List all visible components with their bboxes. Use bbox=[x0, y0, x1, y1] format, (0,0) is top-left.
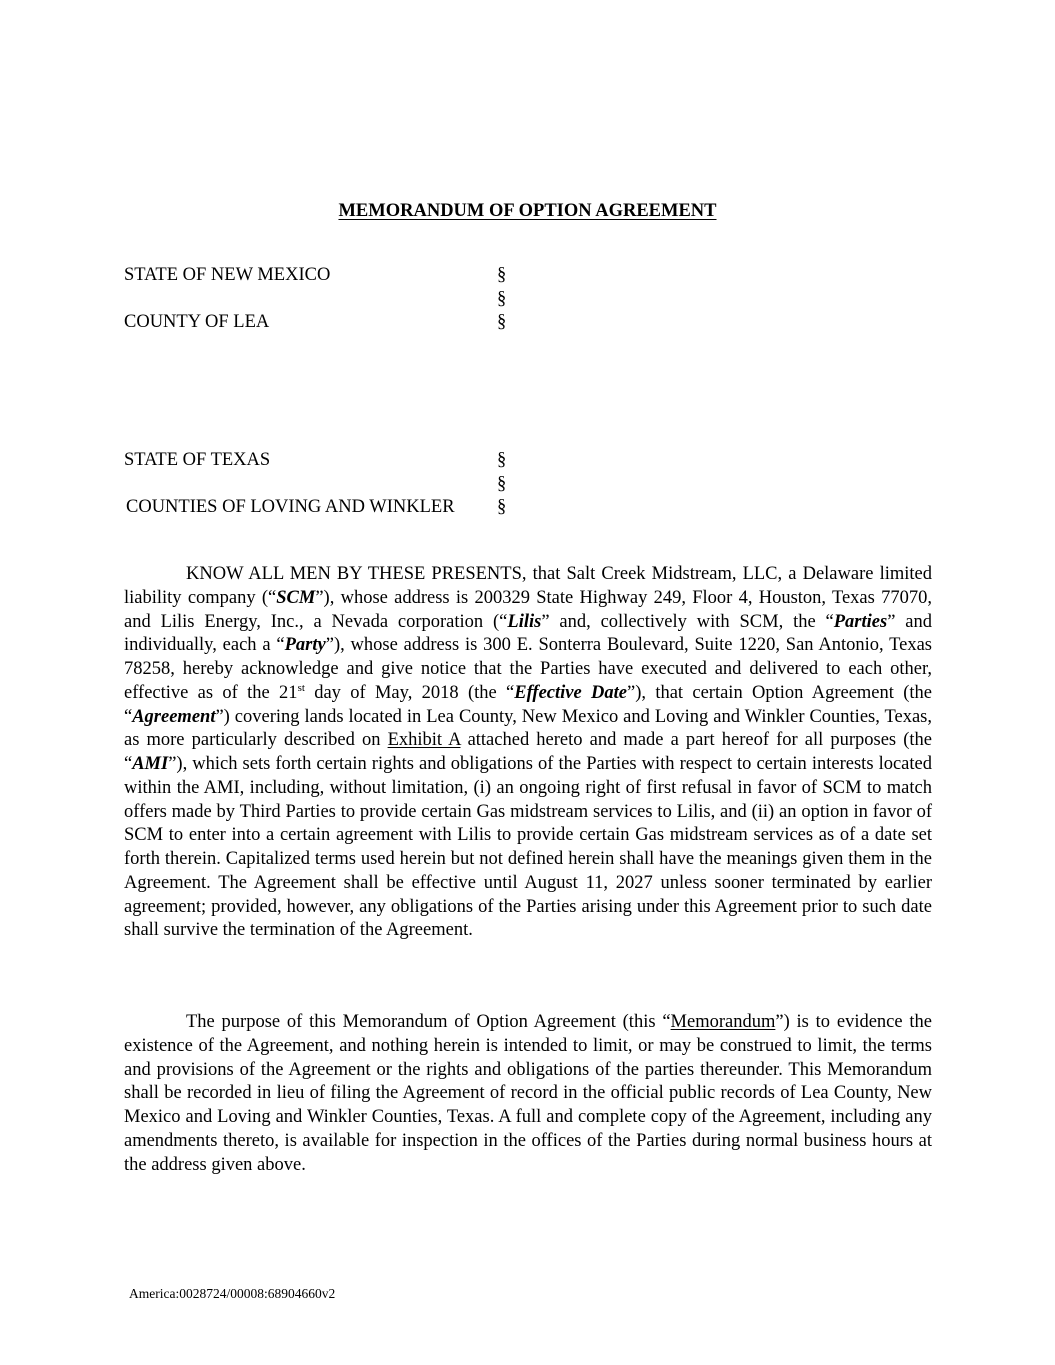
document-title: MEMORANDUM OF OPTION AGREEMENT bbox=[338, 201, 717, 221]
section-mark: § bbox=[497, 312, 507, 332]
text-run: ”) covering lands located in Lea County, New Mexico and Loving and Winkler Counties, Texas, as more particularly described on bbox=[124, 706, 932, 751]
defined-term-scm: SCM bbox=[276, 587, 316, 608]
venue-row bbox=[124, 288, 584, 312]
ordinal-suffix: st bbox=[297, 681, 305, 694]
paragraph-know-all-men bbox=[124, 563, 932, 943]
venue-state-label: STATE OF NEW MEXICO bbox=[124, 265, 331, 285]
venue-county-label: COUNTIES OF LOVING AND WINKLER bbox=[126, 497, 455, 517]
text-run: attached hereto and made a part hereof for all purposes (the “ bbox=[124, 730, 932, 774]
paragraph-purpose bbox=[124, 1011, 932, 1177]
section-mark: § bbox=[497, 265, 507, 285]
text-run: ”), that certain Option Agreement (the “ bbox=[124, 682, 932, 727]
venue-row bbox=[124, 311, 584, 335]
text-run: ”) is to evidence the existence of the Agreement, and nothing herein is intended to limit, or may be construed to limit, the terms and provisions of the Agreement or the rights and obligations of the parties thereunder. This Memorandum shall be recorded in lieu of filing the Agreement of record in the official public records of Lea County, New Mexico and Loving and Winkler Counties, Texas. A full and complete copy of the Agreement, including any amendments thereto, is available for inspection in the offices of the Parties during normal business hours at the address given above. bbox=[124, 1012, 932, 1175]
venue-row bbox=[124, 473, 584, 497]
defined-term-party: Party bbox=[284, 635, 326, 656]
defined-term-parties: Parties bbox=[833, 611, 888, 632]
text-run: ”), whose address is 300 E. Sonterra Boulevard, Suite 1220, San Antonio, Texas 78258, hereby acknowledge and give notice that the Parties have executed and delivered to each other, effective as of the 21 bbox=[124, 635, 932, 703]
section-mark: § bbox=[497, 497, 507, 517]
venue-row bbox=[124, 496, 584, 520]
defined-term-agreement: Agreement bbox=[132, 706, 216, 727]
text-run: ” and, collectively with SCM, the “ bbox=[541, 611, 834, 632]
venue-row bbox=[124, 449, 584, 473]
defined-term-memorandum: Memorandum bbox=[670, 1012, 776, 1032]
venue-row bbox=[124, 264, 584, 288]
defined-term-ami: AMI bbox=[132, 754, 169, 774]
document-footer-id: America:0028724/00008:68904660v2 bbox=[129, 1286, 336, 1301]
venue-block-texas bbox=[124, 449, 584, 520]
text-run: ”), which sets forth certain rights and obligations of the Parties with respect to certain interests located within the AMI, including, without limitation, (i) an ongoing right of first refusal in favor of SCM to match offers made by Third Parties to provide certain Gas midstream services to Lilis, and (ii) an option in favor of SCM to enter into a certain agreement with Lilis to provide certain Gas midstream services as of a date set forth therein. Capitalized terms used herein but not defined herein shall have the meanings given them in the Agreement. The Agreement shall be effective until August 11, 2027 unless sooner terminated by earlier agreement; provided, however, any obligations of the Parties arising under this Agreement prior to such date shall survive the termination of the Agreement. bbox=[124, 754, 932, 941]
text-run: ”), whose address is 200329 State Highway 249, Floor 4, Houston, Texas 77070, and Lilis Energy, Inc., a Nevada corporation (“ bbox=[124, 587, 932, 632]
section-mark: § bbox=[497, 288, 507, 309]
defined-term-lilis: Lilis bbox=[507, 611, 542, 632]
defined-term-effective-date: Effective Date bbox=[514, 682, 627, 703]
section-mark: § bbox=[497, 450, 507, 470]
venue-block-new-mexico bbox=[124, 264, 584, 335]
text-run: day of May, 2018 (the “ bbox=[304, 682, 515, 703]
text-run: The purpose of this Memorandum of Option Agreement (this “ bbox=[186, 1012, 671, 1032]
exhibit-a-reference: Exhibit A bbox=[387, 730, 461, 751]
venue-state-label: STATE OF TEXAS bbox=[124, 450, 271, 470]
venue-county-label: COUNTY OF LEA bbox=[124, 312, 270, 332]
section-mark: § bbox=[497, 473, 507, 494]
text-run: ” and individually, each a “ bbox=[124, 611, 932, 656]
text-run: KNOW ALL MEN BY THESE PRESENTS, that Salt Creek Midstream, LLC, a Delaware limited liability company (“ bbox=[124, 564, 932, 608]
